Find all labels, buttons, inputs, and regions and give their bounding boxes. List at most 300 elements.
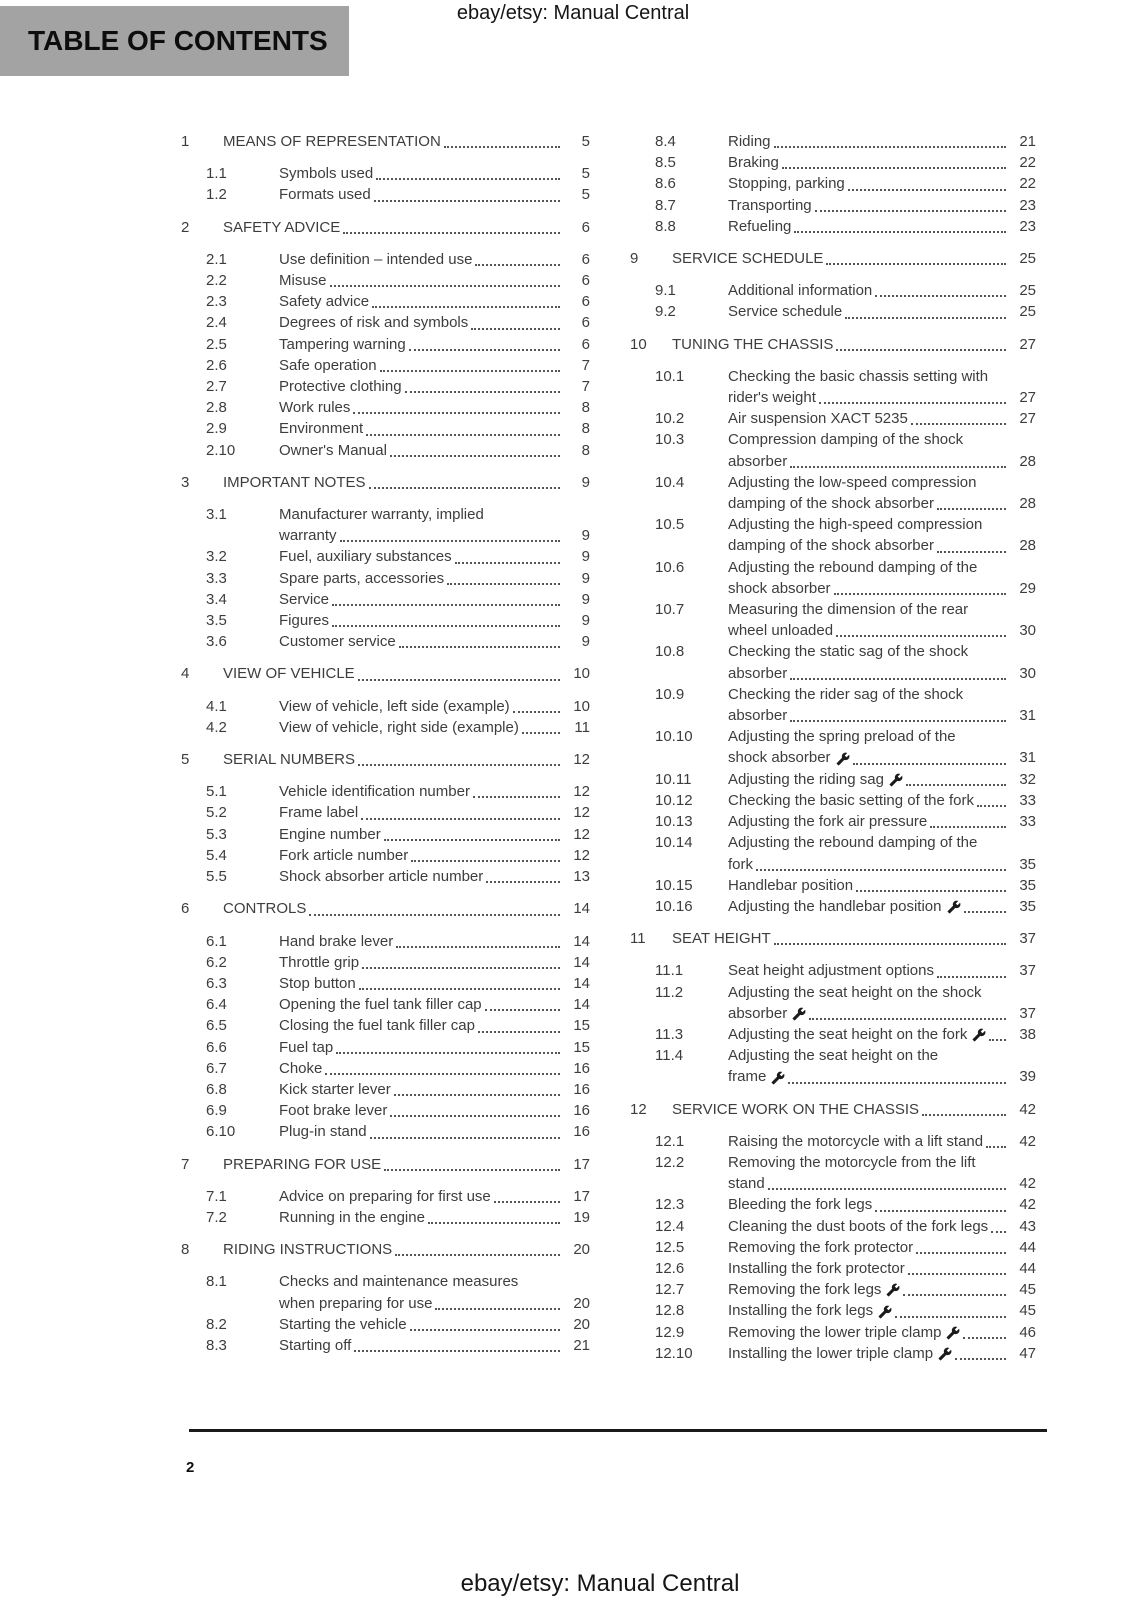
entry-number: 11.4	[655, 1047, 684, 1065]
toc-section-entry	[181, 663, 590, 684]
toc-sub-entry	[630, 301, 1036, 322]
entry-number: 2.4	[206, 314, 227, 332]
entry-number: 8.5	[655, 154, 676, 172]
entry-line	[728, 896, 1036, 917]
entry-lines	[279, 973, 590, 994]
entry-line	[728, 620, 1036, 641]
entry-line	[728, 280, 1036, 301]
toc-sub-entry	[181, 440, 590, 461]
entry-title: Adjusting the seat height on the shock	[728, 983, 982, 1001]
entry-title: Cleaning the dust boots of the fork legs	[728, 1217, 989, 1235]
entry-title: Seat height adjustment options	[728, 962, 934, 980]
entry-lines	[728, 896, 1036, 917]
page-number: 2	[186, 1459, 195, 1476]
entry-number: 10.3	[655, 431, 685, 449]
entry-line	[728, 366, 1036, 387]
entry-line	[223, 217, 590, 238]
entry-page-ref: 27	[1019, 389, 1036, 407]
entry-line	[728, 216, 1036, 237]
dot-leader	[473, 781, 560, 798]
toc-sub-entry	[630, 1194, 1036, 1215]
dot-leader	[836, 334, 1006, 351]
entry-line	[279, 568, 590, 589]
entry-number: 12.1	[655, 1132, 685, 1150]
entry-lines	[672, 928, 1036, 949]
entry-page-ref: 43	[1019, 1217, 1036, 1235]
toc-sub-entry	[181, 717, 590, 738]
entry-page-ref: 14	[573, 953, 590, 971]
entry-number: 6.8	[206, 1080, 227, 1098]
entry-number: 12.9	[655, 1323, 685, 1341]
entry-lines	[279, 781, 590, 802]
entry-page-ref: 37	[1019, 962, 1036, 980]
entry-number: 2	[181, 218, 190, 236]
entry-line	[728, 429, 1036, 450]
entry-page-ref: 8	[581, 420, 590, 438]
dot-leader	[848, 173, 1006, 190]
toc-sub-entry	[630, 1322, 1036, 1343]
entry-number: 12.7	[655, 1281, 685, 1299]
dot-leader	[485, 994, 560, 1011]
entry-page-ref: 39	[1019, 1068, 1036, 1086]
entry-number: 6.9	[206, 1102, 227, 1120]
entry-lines	[279, 184, 590, 205]
entry-line	[728, 684, 1036, 705]
toc-section-entry	[181, 1154, 590, 1175]
entry-title: Work rules	[279, 399, 351, 417]
entry-title: SEAT HEIGHT	[672, 930, 771, 948]
entry-lines	[728, 173, 1036, 194]
entry-title: rider's weight	[728, 389, 816, 407]
dot-leader	[794, 216, 1006, 233]
entry-lines	[728, 960, 1036, 981]
entry-page-ref: 7	[581, 356, 590, 374]
dot-leader	[370, 1121, 560, 1138]
toc-section-entry	[181, 472, 590, 493]
entry-page-ref: 20	[573, 1294, 590, 1312]
entry-title: stand	[728, 1175, 765, 1193]
entry-title: Fuel, auxiliary substances	[279, 548, 452, 566]
entry-title: IMPORTANT NOTES	[223, 473, 366, 491]
entry-line	[279, 355, 590, 376]
entry-lines	[728, 1194, 1036, 1215]
entry-lines	[728, 1131, 1036, 1152]
wrench-icon	[886, 1283, 900, 1297]
dot-leader	[494, 1186, 560, 1203]
entry-title: Kick starter lever	[279, 1080, 391, 1098]
entry-line	[279, 952, 590, 973]
toc-sub-entry	[630, 472, 1036, 514]
entry-title: absorber	[728, 452, 788, 470]
entry-title: wheel unloaded	[728, 622, 834, 640]
entry-lines	[672, 248, 1036, 269]
toc-sub-entry	[181, 952, 590, 973]
entry-line	[279, 802, 590, 823]
page-title-banner	[0, 6, 349, 76]
entry-page-ref: 8	[581, 399, 590, 417]
entry-page-ref: 9	[581, 548, 590, 566]
dot-leader	[790, 705, 1006, 722]
entry-number: 6.6	[206, 1038, 227, 1056]
entry-lines	[223, 217, 590, 238]
entry-title: frame	[728, 1068, 767, 1086]
dot-leader	[332, 610, 560, 627]
entry-lines	[728, 514, 1036, 556]
entry-title: Frame label	[279, 804, 359, 822]
entry-page-ref: 6	[581, 272, 590, 290]
dot-leader	[937, 960, 1006, 977]
entry-page-ref: 38	[1019, 1025, 1036, 1043]
entry-line	[728, 1237, 1036, 1258]
entry-title: Environment	[279, 420, 364, 438]
dot-leader	[875, 280, 1006, 297]
entry-lines	[279, 418, 590, 439]
entry-title: TUNING THE CHASSIS	[672, 335, 834, 353]
entry-lines	[279, 1079, 590, 1100]
entry-title: absorber	[728, 1004, 788, 1022]
entry-page-ref: 5	[581, 186, 590, 204]
entry-line	[728, 301, 1036, 322]
entry-number: 2.10	[206, 441, 236, 459]
entry-lines	[279, 845, 590, 866]
toc-sub-entry	[181, 355, 590, 376]
entry-number: 8.3	[206, 1336, 227, 1354]
entry-line	[223, 1239, 590, 1260]
entry-title: when preparing for use	[279, 1294, 433, 1312]
entry-lines	[279, 589, 590, 610]
entry-line	[728, 1322, 1036, 1343]
toc-sub-entry	[630, 896, 1036, 917]
entry-line	[279, 291, 590, 312]
entry-line	[279, 504, 590, 525]
toc-sub-entry	[181, 397, 590, 418]
entry-title: Foot brake lever	[279, 1102, 388, 1120]
entry-number: 10	[630, 335, 647, 353]
entry-line	[279, 1058, 590, 1079]
dot-leader	[911, 408, 1006, 425]
entry-lines	[279, 568, 590, 589]
toc-sub-entry	[630, 726, 1036, 768]
entry-title: absorber	[728, 707, 788, 725]
entry-number: 9.1	[655, 282, 676, 300]
dot-leader	[922, 1099, 1006, 1116]
entry-title: Adjusting the handlebar position	[728, 897, 942, 915]
toc-sub-entry	[181, 845, 590, 866]
toc-sub-entry	[181, 1037, 590, 1058]
entry-lines	[728, 1216, 1036, 1237]
entry-line	[279, 696, 590, 717]
entry-number: 1.1	[206, 165, 227, 183]
entry-page-ref: 9	[581, 527, 590, 545]
dot-leader	[380, 355, 560, 372]
entry-title: Adjusting the rebound damping of the	[728, 558, 978, 576]
entry-lines	[279, 717, 590, 738]
entry-page-ref: 6	[581, 293, 590, 311]
dot-leader	[853, 747, 1006, 764]
entry-number: 10.1	[655, 367, 685, 385]
toc-section-entry	[181, 898, 590, 919]
entry-page-ref: 14	[573, 932, 590, 950]
entry-line	[728, 173, 1036, 194]
entry-line	[728, 1194, 1036, 1215]
toc-sub-entry	[181, 1058, 590, 1079]
entry-number: 3.6	[206, 633, 227, 651]
entry-title: Adjusting the fork air pressure	[728, 813, 928, 831]
entry-line	[728, 408, 1036, 429]
entry-page-ref: 14	[573, 974, 590, 992]
dot-leader	[396, 931, 560, 948]
entry-line	[279, 1293, 590, 1314]
dot-leader	[361, 802, 560, 819]
entry-page-ref: 30	[1019, 664, 1036, 682]
entry-page-ref: 23	[1019, 196, 1036, 214]
entry-title: fork	[728, 855, 754, 873]
entry-page-ref: 44	[1019, 1259, 1036, 1277]
entry-line	[279, 1314, 590, 1335]
dot-leader	[366, 418, 560, 435]
toc-section-entry	[181, 749, 590, 770]
entry-lines	[223, 749, 590, 770]
entry-title: SERVICE SCHEDULE	[672, 250, 824, 268]
toc-sub-entry	[181, 931, 590, 952]
entry-title: Service	[279, 590, 330, 608]
dot-leader	[774, 928, 1006, 945]
entry-lines	[728, 1343, 1036, 1364]
entry-line	[728, 1066, 1036, 1087]
entry-page-ref: 42	[1019, 1175, 1036, 1193]
entry-line	[728, 1024, 1036, 1045]
entry-title: Manufacturer warranty, implied	[279, 506, 484, 524]
entry-lines	[279, 696, 590, 717]
entry-lines	[279, 994, 590, 1015]
toc-sub-entry	[630, 429, 1036, 471]
entry-number: 4.1	[206, 697, 227, 715]
entry-title: Adjusting the rebound damping of the	[728, 834, 978, 852]
entry-title: Checking the static sag of the shock	[728, 643, 969, 661]
dot-leader	[809, 1003, 1006, 1020]
entry-title: Formats used	[279, 186, 371, 204]
entry-title: Checking the rider sag of the shock	[728, 685, 964, 703]
entry-title: warranty	[279, 527, 337, 545]
dot-leader	[937, 535, 1006, 552]
toc-sub-entry	[630, 366, 1036, 408]
toc-sub-entry	[181, 376, 590, 397]
entry-page-ref: 12	[573, 825, 590, 843]
toc-sub-entry	[181, 866, 590, 887]
dot-leader	[790, 663, 1006, 680]
entry-page-ref: 14	[573, 996, 590, 1014]
entry-page-ref: 6	[581, 335, 590, 353]
dot-leader	[435, 1293, 560, 1310]
toc-sub-entry	[181, 163, 590, 184]
entry-number: 10.6	[655, 558, 685, 576]
entry-page-ref: 35	[1019, 897, 1036, 915]
entry-lines	[279, 291, 590, 312]
entry-number: 2.6	[206, 356, 227, 374]
entry-title: Riding	[728, 133, 771, 150]
wrench-icon	[972, 1028, 986, 1042]
entry-line	[728, 1003, 1036, 1024]
entry-page-ref: 17	[573, 1187, 590, 1205]
toc-sub-entry	[181, 270, 590, 291]
dot-leader	[372, 291, 560, 308]
entry-title: Safe operation	[279, 356, 377, 374]
entry-title: Protective clothing	[279, 378, 402, 396]
entry-line	[728, 1131, 1036, 1152]
dot-leader	[390, 1100, 560, 1117]
entry-title: Additional information	[728, 282, 873, 300]
entry-title: View of vehicle, left side (example)	[279, 697, 510, 715]
entry-line	[279, 334, 590, 355]
dot-leader	[444, 131, 560, 148]
entry-title: Installing the lower triple clamp	[728, 1344, 934, 1362]
entry-lines	[279, 1037, 590, 1058]
entry-lines	[672, 1099, 1036, 1120]
dot-leader	[875, 1194, 1006, 1211]
entry-number: 6.2	[206, 953, 227, 971]
entry-title: Closing the fuel tank filler cap	[279, 1017, 475, 1035]
entry-number: 7.1	[206, 1187, 227, 1205]
entry-line	[279, 973, 590, 994]
dot-leader	[358, 663, 560, 680]
entry-page-ref: 16	[573, 1080, 590, 1098]
entry-lines	[728, 408, 1036, 429]
toc-sub-entry	[630, 832, 1036, 874]
toc-sub-entry	[630, 1343, 1036, 1364]
entry-lines	[279, 1015, 590, 1036]
entry-line	[279, 1100, 590, 1121]
entry-lines	[223, 663, 590, 684]
entry-lines	[728, 769, 1036, 790]
page-title: TABLE OF CONTENTS	[28, 25, 328, 56]
toc-sub-entry	[181, 610, 590, 631]
dot-leader	[964, 896, 1007, 913]
toc-sub-entry	[630, 599, 1036, 641]
entry-lines	[728, 366, 1036, 408]
toc-sub-entry	[630, 152, 1036, 173]
dot-leader	[410, 1314, 560, 1331]
toc-sub-entry	[181, 568, 590, 589]
entry-title: damping of the shock absorber	[728, 495, 934, 513]
entry-line	[279, 163, 590, 184]
entry-page-ref: 42	[1019, 1196, 1036, 1214]
entry-number: 10.11	[655, 770, 692, 788]
entry-page-ref: 45	[1019, 1302, 1036, 1320]
wrench-icon	[947, 900, 961, 914]
entry-line	[223, 749, 590, 770]
entry-page-ref: 37	[1019, 1004, 1036, 1022]
entry-title: Fork article number	[279, 846, 409, 864]
dot-leader	[394, 1079, 560, 1096]
toc-sub-entry	[181, 418, 590, 439]
dot-leader	[819, 387, 1006, 404]
entry-number: 4	[181, 665, 190, 683]
entry-line	[728, 493, 1036, 514]
dot-leader	[782, 152, 1006, 169]
entry-title: MEANS OF REPRESENTATION	[223, 133, 441, 150]
toc-sub-entry	[181, 1207, 590, 1228]
entry-line	[728, 982, 1036, 1003]
entry-line	[728, 747, 1036, 768]
entry-page-ref: 27	[1019, 410, 1036, 428]
entry-lines	[279, 504, 590, 546]
entry-page-ref: 29	[1019, 579, 1036, 597]
entry-line	[279, 866, 590, 887]
wrench-icon	[946, 1326, 960, 1340]
entry-page-ref: 12	[573, 846, 590, 864]
entry-line	[728, 811, 1036, 832]
entry-number: 12.10	[655, 1344, 693, 1362]
entry-line	[279, 631, 590, 652]
entry-lines	[279, 249, 590, 270]
entry-line	[279, 1015, 590, 1036]
dot-leader	[384, 1154, 560, 1171]
entry-page-ref: 27	[1019, 335, 1036, 353]
entry-line	[728, 578, 1036, 599]
entry-lines	[279, 376, 590, 397]
entry-page-ref: 15	[573, 1017, 590, 1035]
entry-page-ref: 28	[1019, 537, 1036, 555]
entry-page-ref: 17	[573, 1155, 590, 1173]
entry-page-ref: 33	[1019, 791, 1036, 809]
entry-number: 2.3	[206, 293, 227, 311]
entry-title: Adjusting the spring preload of the	[728, 728, 956, 746]
entry-lines	[728, 832, 1036, 874]
dot-leader	[916, 1237, 1006, 1254]
entry-line	[728, 790, 1036, 811]
dot-leader	[908, 1258, 1006, 1275]
toc-section-entry	[181, 1239, 590, 1260]
dot-leader	[768, 1173, 1006, 1190]
entry-number: 6	[181, 900, 190, 918]
entry-number: 6.1	[206, 932, 227, 950]
wrench-icon	[771, 1071, 785, 1085]
entry-page-ref: 42	[1019, 1100, 1036, 1118]
entry-number: 6.3	[206, 974, 227, 992]
entry-line	[279, 1186, 590, 1207]
entry-lines	[279, 397, 590, 418]
entry-title: damping of the shock absorber	[728, 537, 934, 555]
entry-line	[279, 994, 590, 1015]
entry-line	[728, 195, 1036, 216]
entry-lines	[279, 824, 590, 845]
toc-section-entry	[630, 248, 1036, 269]
entry-number: 6.10	[206, 1123, 236, 1141]
toc-sub-entry	[181, 504, 590, 546]
entry-lines	[279, 1207, 590, 1228]
entry-line	[279, 845, 590, 866]
entry-number: 11.2	[655, 983, 684, 1001]
entry-lines	[728, 216, 1036, 237]
entry-title: SERVICE WORK ON THE CHASSIS	[672, 1100, 919, 1118]
entry-number: 12	[630, 1100, 647, 1118]
entry-number: 8	[181, 1241, 190, 1259]
entry-line	[279, 931, 590, 952]
wrench-icon	[889, 773, 903, 787]
entry-page-ref: 19	[573, 1208, 590, 1226]
dot-leader	[369, 472, 560, 489]
entry-page-ref: 28	[1019, 495, 1036, 513]
entry-line	[279, 184, 590, 205]
toc-sub-entry	[181, 312, 590, 333]
entry-page-ref: 44	[1019, 1238, 1036, 1256]
toc-sub-entry	[181, 1314, 590, 1335]
dot-leader	[937, 493, 1006, 510]
entry-lines	[279, 1186, 590, 1207]
entry-number: 10.12	[655, 791, 693, 809]
dot-leader	[399, 631, 560, 648]
entry-lines	[279, 270, 590, 291]
